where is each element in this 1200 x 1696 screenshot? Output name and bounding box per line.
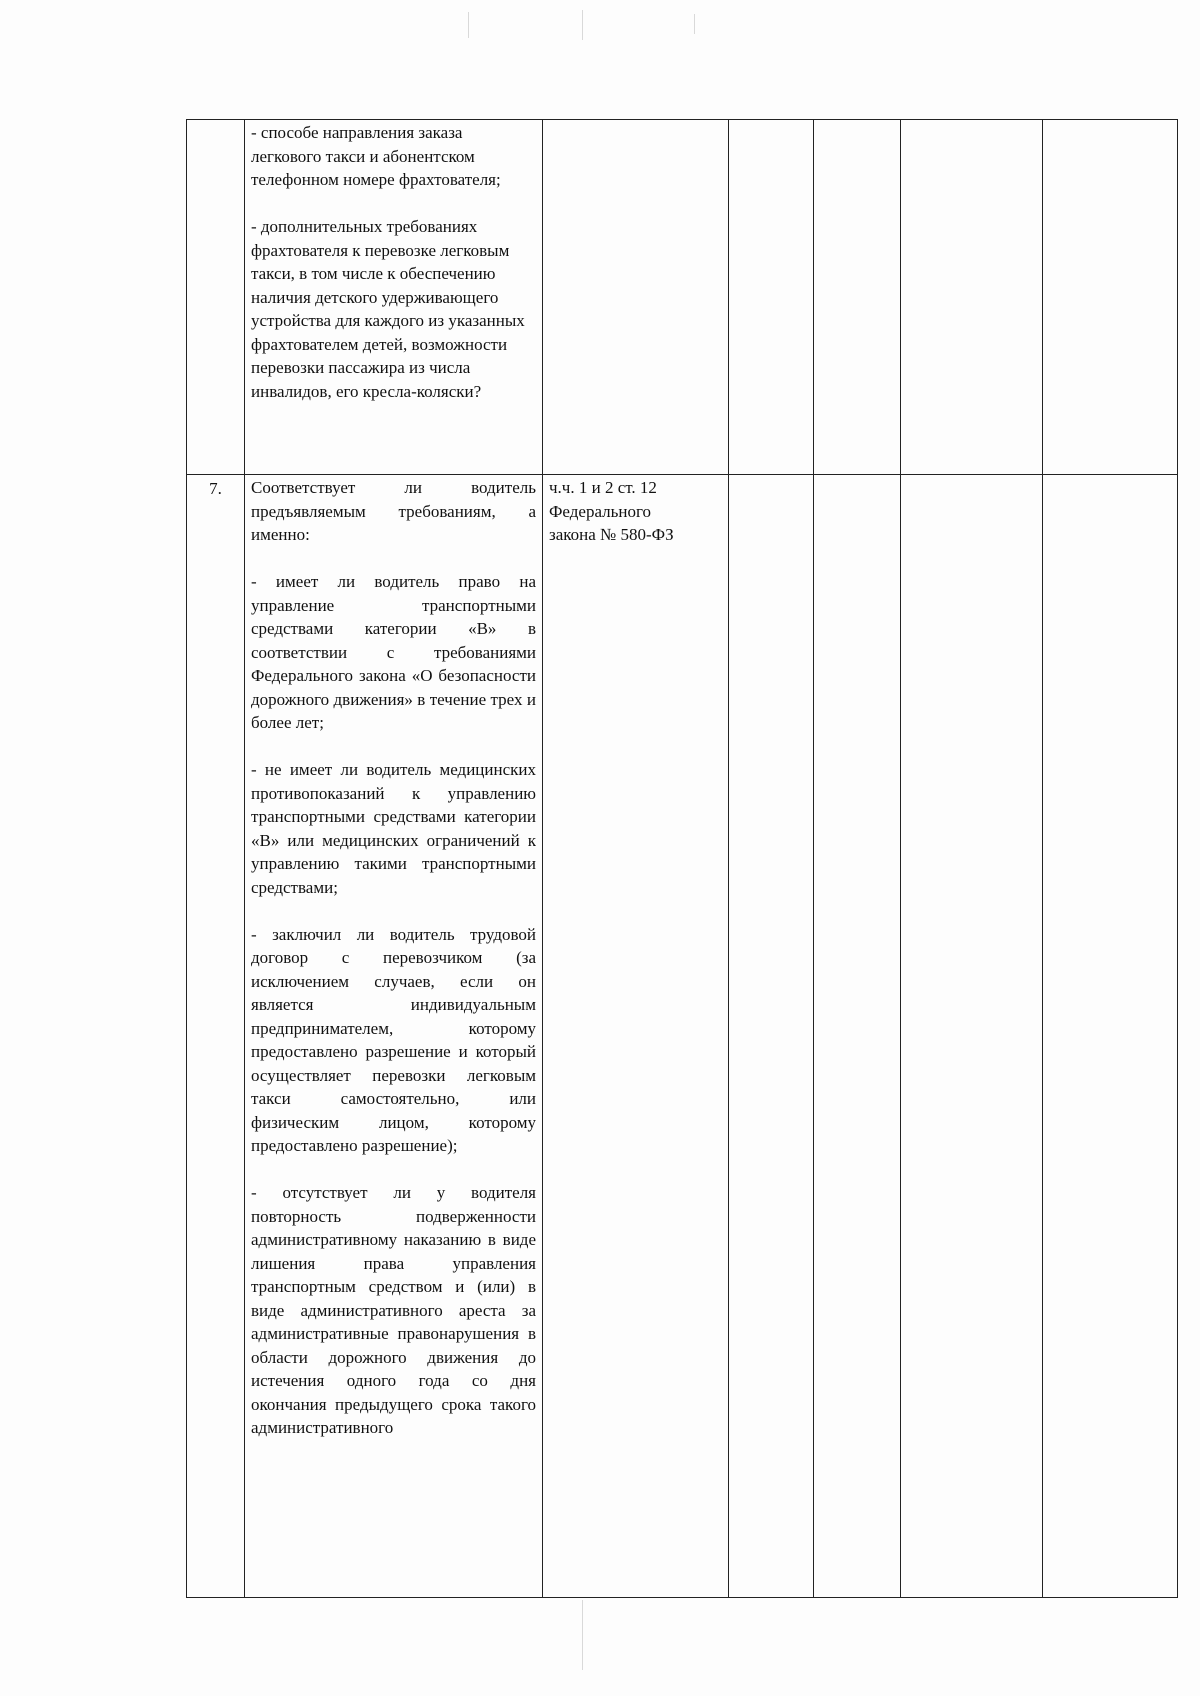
reference-line: Федерального bbox=[549, 501, 652, 521]
empty-cell bbox=[1043, 120, 1178, 475]
reference-line: закона № 580-ФЗ bbox=[549, 525, 674, 544]
reference-line: ч.ч. 1 и 2 ст. 12 bbox=[549, 478, 657, 497]
reference-cell bbox=[543, 120, 729, 475]
question-intro: Соответствует ли водитель предъявляемым требованиям, а именно: bbox=[251, 478, 536, 544]
empty-cell bbox=[729, 475, 814, 1598]
table-row bbox=[187, 475, 1178, 1598]
question-paragraph: - имеет ли водитель право на управление транспортными средствами категории «В» в соответствии с требованиями Федерального закона «О безопасности дорожного движения» в течение трех и более лет; bbox=[251, 572, 536, 732]
question-paragraph: - заключил ли водитель трудовой договор с перевозчиком (за исключением случаев, если он является индивидуальным предпринимателем, которому предоставлено разрешение и который осуществляет перевозки легковым такси самостоятельно, или физическим лицом, которому предоставлено разрешение); bbox=[251, 924, 536, 1155]
question-cell bbox=[245, 475, 543, 1598]
question-paragraph: - не имеет ли водитель медицинских противопоказаний к управлению транспортными средствами категории «В» или медицинских ограничений к управлению такими транспортными средствами; bbox=[251, 760, 536, 897]
reference-cell bbox=[543, 475, 729, 1598]
row-number: 7. bbox=[209, 479, 222, 498]
empty-cell bbox=[1043, 475, 1178, 1598]
scan-artifact bbox=[468, 12, 469, 38]
question-paragraph: - дополнительных требованиях фрахтователя к перевозке легковым такси, в том числе к обеспечению наличия детского удерживающего устройства для каждого из указанных фрахтователем детей, возможности перевозки пассажира из числа инвалидов, его кресла-коляски? bbox=[251, 217, 525, 401]
empty-cell bbox=[729, 120, 814, 475]
empty-cell bbox=[901, 475, 1043, 1598]
question-paragraph: - отсутствует ли у водителя повторность подверженности административному наказанию в виде лишения права управления транспортным средством и (или) в виде административного ареста за административные правонарушения в области дорожного движения до истечения одного года со дня окончания предыдущего срока такого административного bbox=[251, 1183, 536, 1437]
scan-artifact bbox=[582, 10, 583, 40]
scan-artifact bbox=[694, 14, 695, 34]
number-cell bbox=[187, 120, 245, 475]
question-paragraph: - способе направления заказа легкового такси и абонентском телефонном номере фрахтователя; bbox=[251, 123, 501, 189]
empty-cell bbox=[814, 120, 901, 475]
table-row bbox=[187, 120, 1178, 475]
number-cell bbox=[187, 475, 245, 1598]
question-cell bbox=[245, 120, 543, 475]
empty-cell bbox=[901, 120, 1043, 475]
scan-artifact bbox=[582, 1600, 583, 1670]
checklist-table bbox=[186, 119, 1178, 1598]
empty-cell bbox=[814, 475, 901, 1598]
